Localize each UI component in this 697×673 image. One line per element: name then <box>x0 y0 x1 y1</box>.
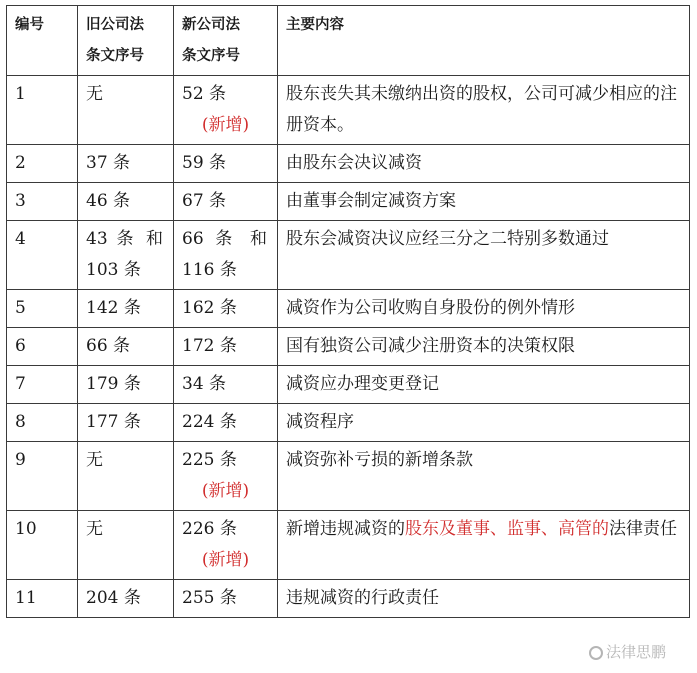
table-row <box>7 580 690 618</box>
cell-num: 7 <box>7 366 78 404</box>
cell-old: 204 条 <box>78 580 174 618</box>
cell-content: 违规减资的行政责任 <box>278 580 690 618</box>
cell-old: 46 条 <box>78 183 174 221</box>
cell-num: 3 <box>7 183 78 221</box>
cell-old: 142 条 <box>78 290 174 328</box>
cell-old: 无 <box>78 442 174 511</box>
cell-num: 4 <box>7 221 78 290</box>
watermark-logo-icon <box>589 646 603 660</box>
cell-num: 6 <box>7 328 78 366</box>
cell-new: 226 条 (新增) <box>174 511 278 580</box>
cell-old: 无 <box>78 76 174 145</box>
cell-new: 66 条 和 116 条 <box>174 221 278 290</box>
cell-num: 5 <box>7 290 78 328</box>
header-row <box>7 6 690 76</box>
cell-new: 162 条 <box>174 290 278 328</box>
cell-content: 由股东会决议减资 <box>278 145 690 183</box>
cell-content: 由董事会制定减资方案 <box>278 183 690 221</box>
header-num: 编号 <box>7 6 78 76</box>
table-row <box>7 221 690 290</box>
new-tag: (新增) <box>201 550 250 570</box>
cell-new: 224 条 <box>174 404 278 442</box>
cell-new: 225 条 (新增) <box>174 442 278 511</box>
highlighted-text: 股东及董事、监事、高管的 <box>405 519 609 539</box>
cell-num: 11 <box>7 580 78 618</box>
cell-num: 1 <box>7 76 78 145</box>
table-row <box>7 442 690 511</box>
table-row <box>7 183 690 221</box>
header-content: 主要内容 <box>278 6 690 76</box>
cell-old: 179 条 <box>78 366 174 404</box>
cell-num: 9 <box>7 442 78 511</box>
cell-new: 52 条 (新增) <box>174 76 278 145</box>
table-row <box>7 76 690 145</box>
cell-new: 172 条 <box>174 328 278 366</box>
table-row <box>7 328 690 366</box>
cell-num: 8 <box>7 404 78 442</box>
cell-new: 59 条 <box>174 145 278 183</box>
cell-content: 减资应办理变更登记 <box>278 366 690 404</box>
cell-old: 43 条 和 103 条 <box>78 221 174 290</box>
cell-new: 255 条 <box>174 580 278 618</box>
header-old-article: 旧公司法 条文序号 <box>78 6 174 76</box>
cell-content: 减资作为公司收购自身股份的例外情形 <box>278 290 690 328</box>
table-row <box>7 511 690 580</box>
cell-content: 新增违规减资的股东及董事、监事、高管的法律责任 <box>278 511 690 580</box>
cell-content: 股东会减资决议应经三分之二特别多数通过 <box>278 221 690 290</box>
table-row <box>7 404 690 442</box>
new-tag: (新增) <box>201 115 250 135</box>
cell-num: 2 <box>7 145 78 183</box>
header-new-article: 新公司法 条文序号 <box>174 6 278 76</box>
cell-content: 国有独资公司减少注册资本的决策权限 <box>278 328 690 366</box>
cell-old: 无 <box>78 511 174 580</box>
cell-content: 减资程序 <box>278 404 690 442</box>
cell-old: 37 条 <box>78 145 174 183</box>
table-row <box>7 366 690 404</box>
cell-content: 减资弥补亏损的新增条款 <box>278 442 690 511</box>
cell-new: 34 条 <box>174 366 278 404</box>
cell-new: 67 条 <box>174 183 278 221</box>
cell-old: 66 条 <box>78 328 174 366</box>
cell-old: 177 条 <box>78 404 174 442</box>
table-row <box>7 290 690 328</box>
table-row <box>7 145 690 183</box>
new-tag: (新增) <box>201 481 250 501</box>
cell-num: 10 <box>7 511 78 580</box>
watermark: 法律思鹏 <box>589 641 666 662</box>
amendment-table <box>6 5 690 618</box>
cell-content: 股东丧失其未缴纳出资的股权，公司可减少相应的注册资本。 <box>278 76 690 145</box>
